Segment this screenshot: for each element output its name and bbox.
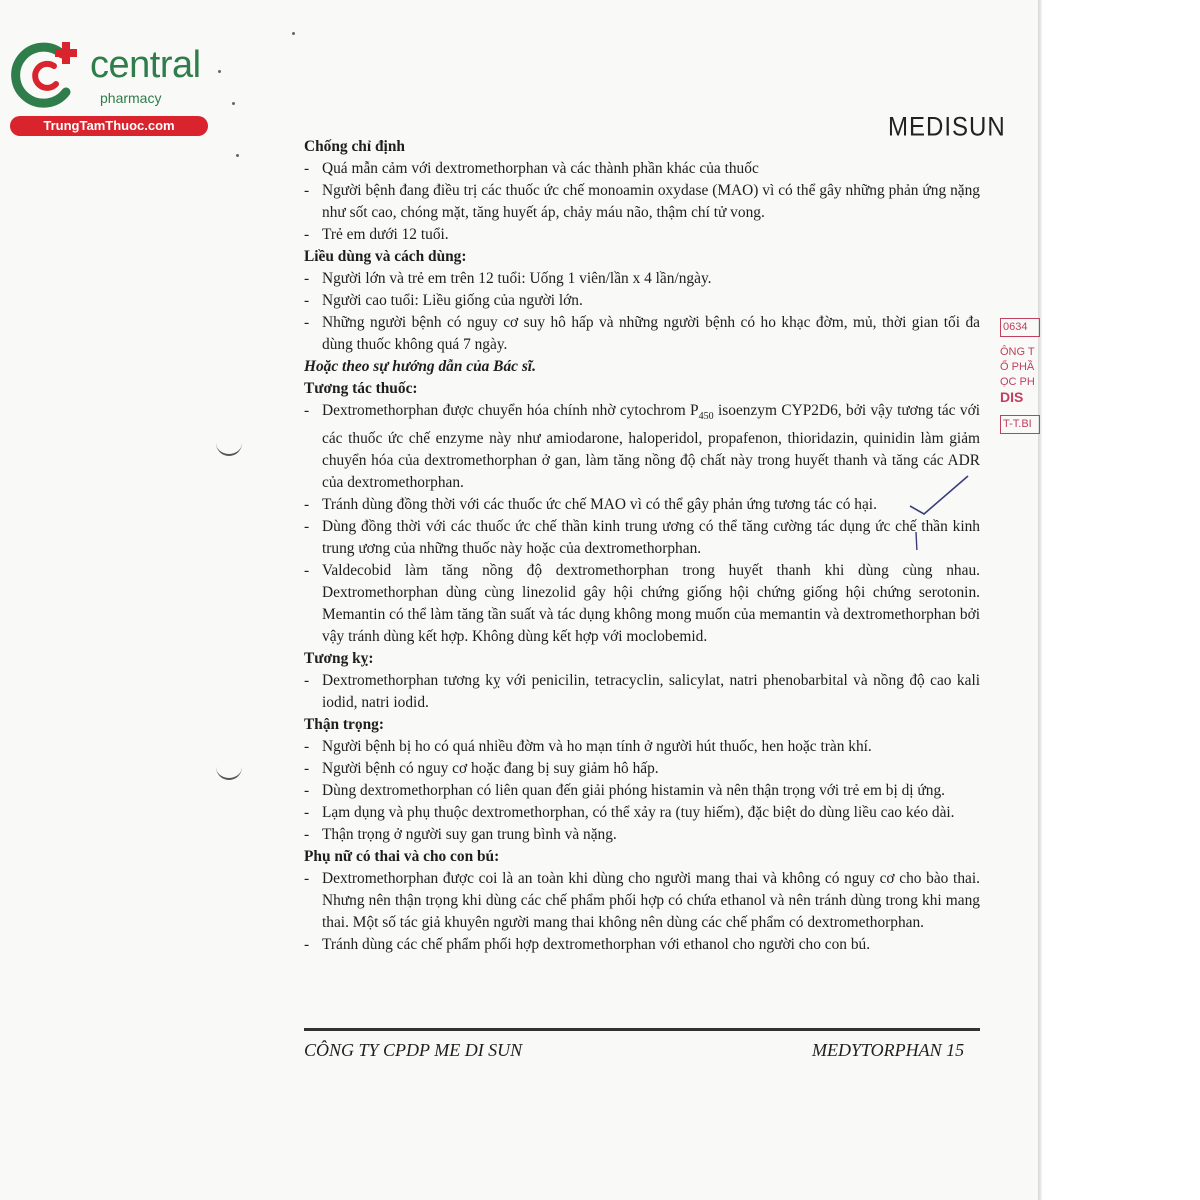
list-item bbox=[304, 400, 980, 494]
list-item: - Tránh dùng các chế phẩm phối hợp dextromethorphan với ethanol cho người cho con bú. bbox=[304, 934, 980, 956]
list-item: - Người bệnh có nguy cơ hoặc đang bị suy giảm hô hấp. bbox=[304, 758, 980, 780]
stamp-line: T-T.BI bbox=[1000, 415, 1040, 434]
doctor-guidance-note: Hoặc theo sự hướng dẫn của Bác sĩ. bbox=[304, 358, 536, 375]
text-run: Dextromethorphan được chuyển hóa chính nhờ cytochrom P bbox=[322, 402, 699, 419]
list-item: - Người bệnh đang điều trị các thuốc ức chế monoamin oxydase (MAO) vì có thể gây những phản ứng nặng như sốt cao, chóng mặt, tăng huyết áp, chảy máu não, thậm chí tử vong. bbox=[304, 180, 980, 224]
stamp-line: ỌC PH bbox=[1000, 376, 1035, 388]
list-item: - Lạm dụng và phụ thuộc dextromethorphan, có thể xảy ra (tuy hiếm), đặc biệt do dùng liều cao kéo dài. bbox=[304, 802, 980, 824]
stamp-line: ÔNG T bbox=[1000, 346, 1035, 358]
section-title-interactions: Tương tác thuốc: bbox=[304, 380, 418, 397]
red-stamp bbox=[1000, 318, 1040, 442]
logo-subtitle: pharmacy bbox=[100, 90, 162, 106]
list-item: - Người cao tuổi: Liều giống của người lớn. bbox=[304, 290, 980, 312]
central-pharmacy-logo bbox=[10, 36, 220, 136]
logo-mark-icon bbox=[10, 36, 88, 112]
list-item: - Người lớn và trẻ em trên 12 tuổi: Uống 1 viên/lần x 4 lần/ngày. bbox=[304, 268, 980, 290]
logo-name: central bbox=[90, 44, 201, 86]
list-item: - Valdecobid làm tăng nồng độ dextromethorphan trong huyết thanh khi dùng cùng nhau. Dextromethorphan dùng cùng linezolid gây hội chứng giống hội chứng giống hội chứng serotonin. Memantin có thể làm tăng tần suất và tác dụng không mong muốn của memantin và dextromethorphan bởi vậy tránh dùng kết hợp. Không dùng kết hợp với moclobemid. bbox=[304, 560, 980, 648]
document-body bbox=[304, 136, 980, 956]
stamp-line: Ổ PHẦ bbox=[1000, 361, 1035, 373]
list-item: - Dùng đồng thời với các thuốc ức chế thần kinh trung ương có thể tăng cường tác dụng ức chế thần kinh trung ương của những thuốc này hoặc của dextromethorphan. bbox=[304, 516, 980, 560]
subscript: 450 bbox=[698, 411, 714, 423]
page-edge bbox=[1038, 0, 1042, 1200]
list-item: - Dextromethorphan được coi là an toàn khi dùng cho người mang thai và không có nguy cơ cho bào thai. Nhưng nên thận trọng khi dùng các chế phẩm phối hợp có chứa ethanol và nên tránh dùng trong khi mang thai. Một số tác giả khuyên người mang thai không nên dùng các chế phẩm có dextromethorphan. bbox=[304, 868, 980, 934]
list-item: - Trẻ em dưới 12 tuổi. bbox=[304, 224, 980, 246]
section-title-precautions: Thận trọng: bbox=[304, 716, 384, 734]
list-item: - Thận trọng ở người suy gan trung bình và nặng. bbox=[304, 824, 980, 846]
footer-company: CÔNG TY CPDP ME DI SUN bbox=[304, 1040, 523, 1060]
section-title-dosage: Liều dùng và cách dùng: bbox=[304, 248, 467, 265]
list-item: - Người bệnh bị ho có quá nhiều đờm và ho mạn tính ở người hút thuốc, hen hoặc tràn khí. bbox=[304, 736, 980, 758]
speck bbox=[292, 32, 295, 35]
speck bbox=[236, 154, 239, 157]
list-item: - Dùng dextromethorphan có liên quan đến giải phóng histamin và nên thận trọng với trẻ em bị dị ứng. bbox=[304, 780, 980, 802]
text-run: isoenzym CYP2D6, bởi vậy tương tác với các thuốc ức chế enzyme này như amiodarone, haloperidol, propafenon, thioridazin, quinidin làm giảm chuyển hóa của dextromethorphan ở gan, làm tăng nồng độ chất này trong huyết thanh và tăng các ADR của dextromethorphan. bbox=[322, 402, 980, 492]
logo-url-banner: TrungTamThuoc.com bbox=[10, 116, 208, 136]
section-title-pregnancy: Phụ nữ có thai và cho con bú: bbox=[304, 848, 500, 866]
speck bbox=[232, 102, 235, 105]
list-item: - Dextromethorphan tương kỵ với penicilin, tetracyclin, salicylat, natri phenobarbital và nồng độ cao kali iodid, natri iodid. bbox=[304, 670, 980, 714]
section-title-contraindications: Chống chỉ định bbox=[304, 138, 405, 155]
speck bbox=[218, 70, 221, 73]
section-title-incompatibility: Tương kỵ: bbox=[304, 650, 374, 668]
list-item: - Quá mẫn cảm với dextromethorphan và các thành phần khác của thuốc bbox=[304, 158, 980, 180]
list-item: - Tránh dùng đồng thời với các thuốc ức chế MAO vì có thể gây phản ứng tương tác có hại. bbox=[304, 494, 980, 516]
stamp-line: DIS bbox=[1000, 389, 1024, 405]
footer-divider bbox=[304, 1028, 980, 1031]
brand-logo: MEDISUN bbox=[888, 112, 1006, 143]
footer-product: MEDYTORPHAN 15 bbox=[812, 1040, 965, 1060]
stamp-number: 0634 bbox=[1000, 318, 1040, 337]
list-item: - Những người bệnh có nguy cơ suy hô hấp và những người bệnh có ho khạc đờm, mủ, thời gian tối đa dùng thuốc không quá 7 ngày. bbox=[304, 312, 980, 356]
